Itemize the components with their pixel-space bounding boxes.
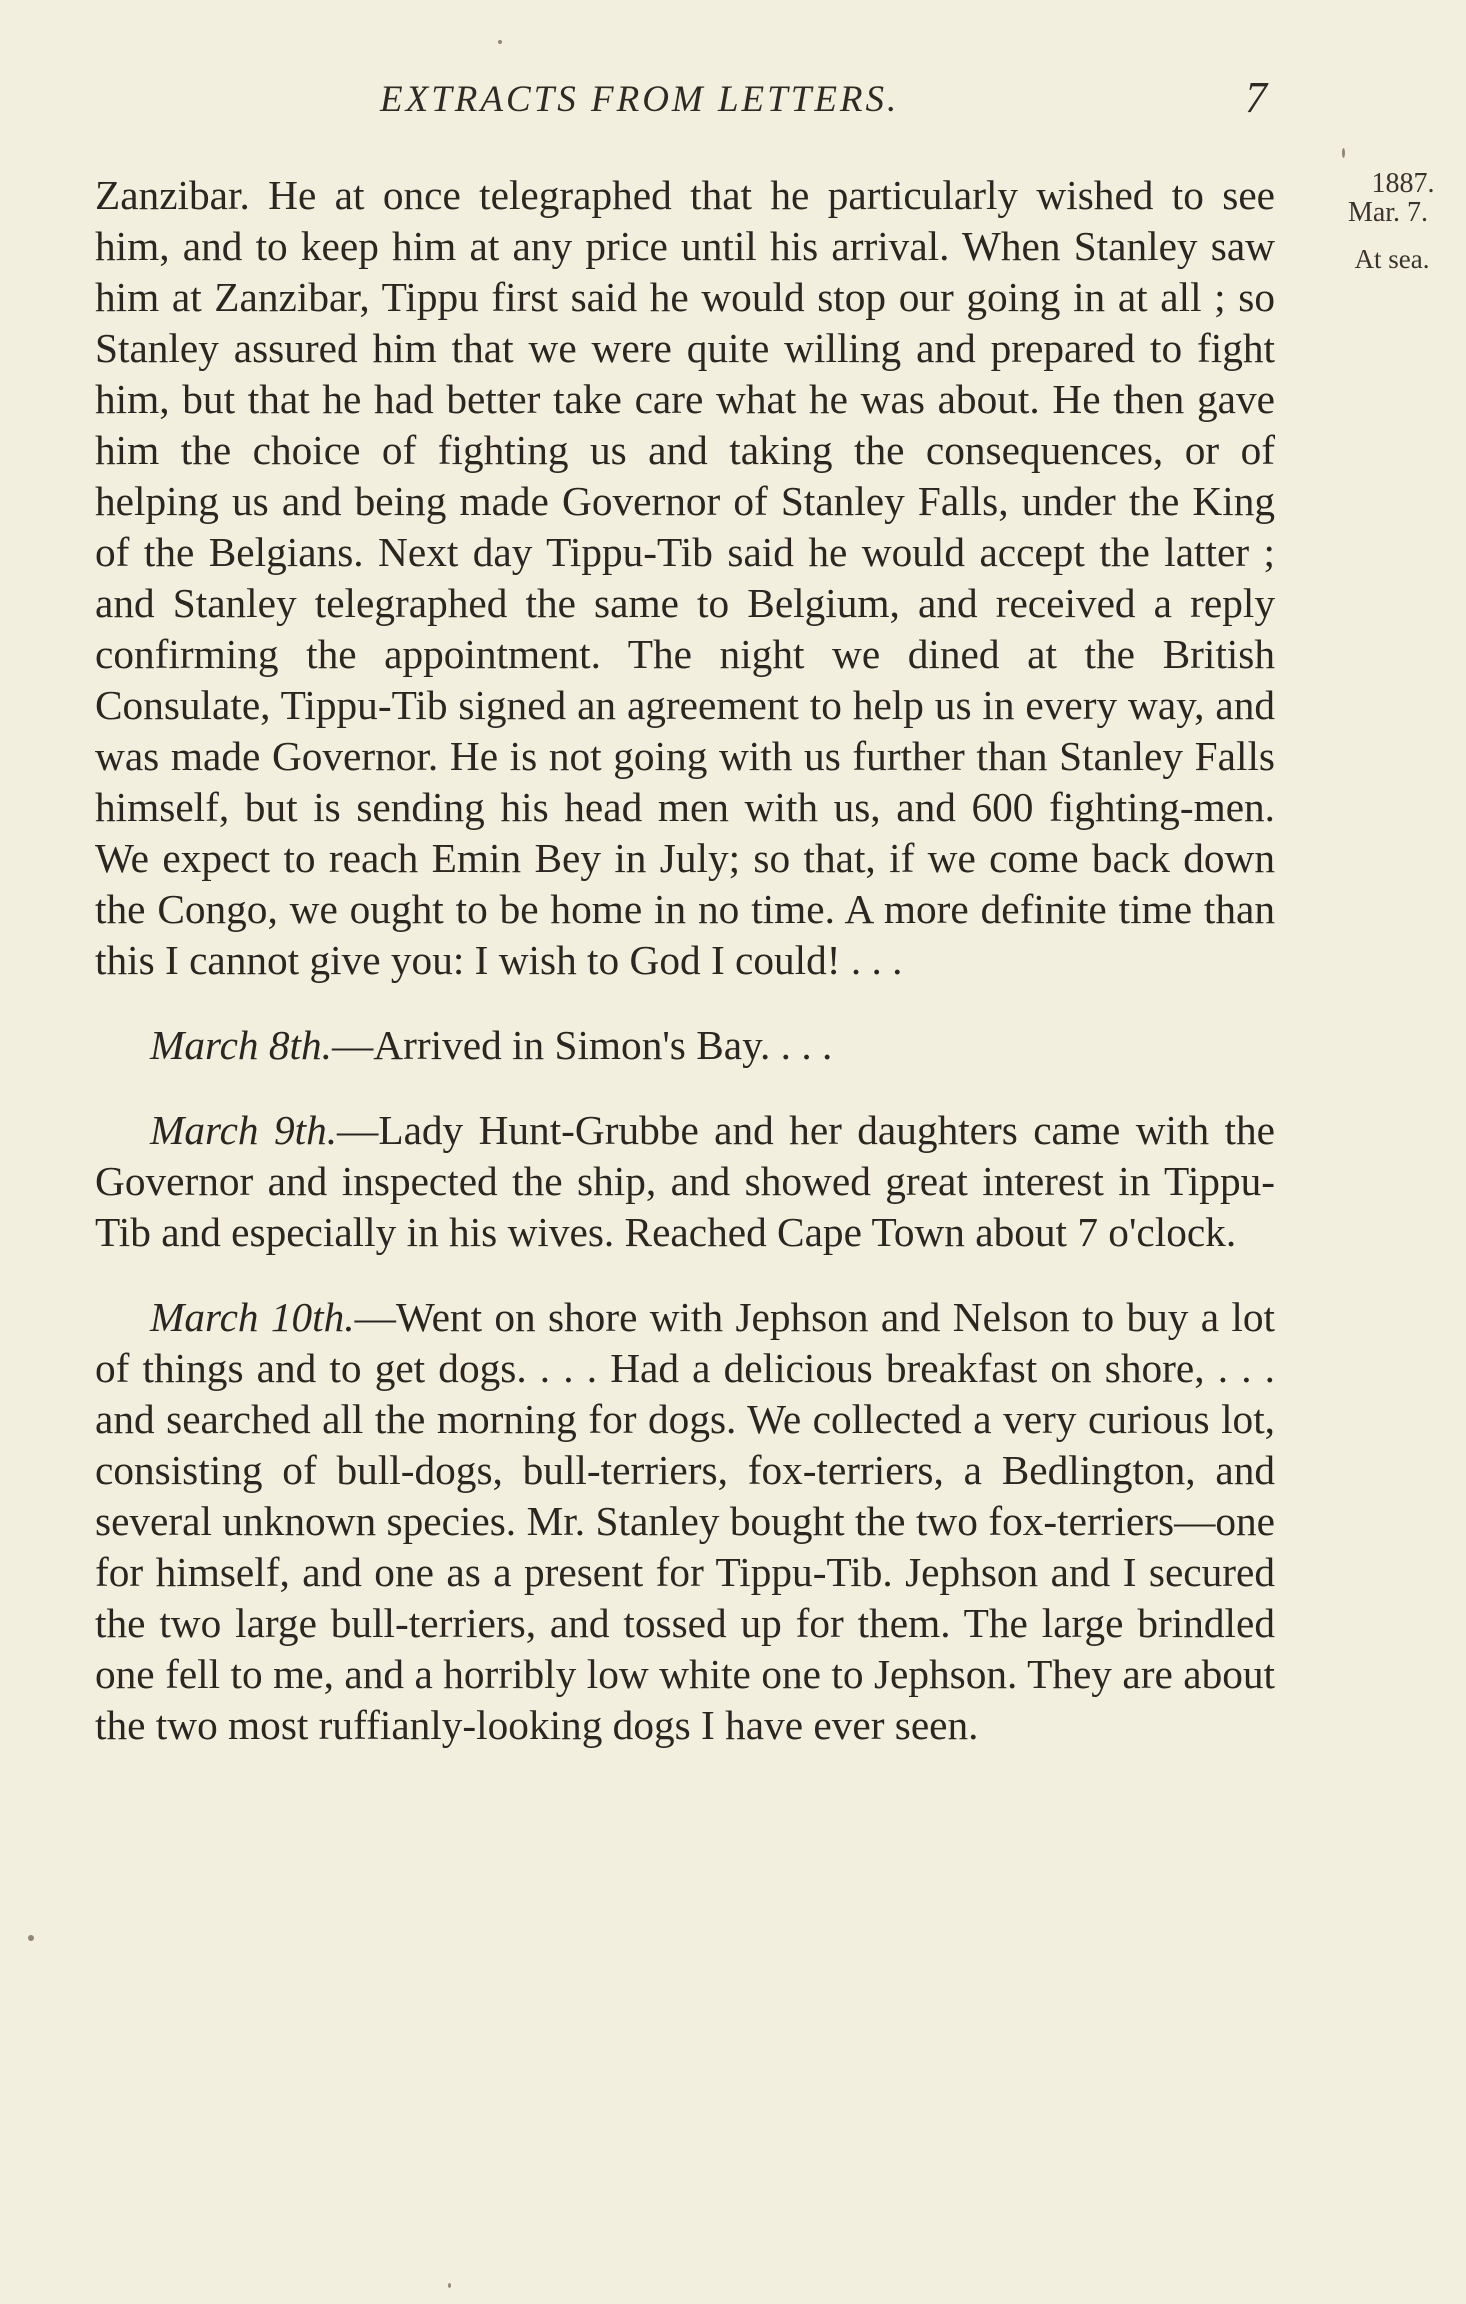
entry-march-9: [95, 1105, 1275, 1258]
body-text: [95, 170, 1275, 1751]
entry-text: —Arrived in Simon's Bay. . . .: [332, 1022, 833, 1068]
margin-note-date: Mar. 7.: [1347, 197, 1429, 228]
margin-note-place: At sea.: [1354, 244, 1430, 274]
running-title: EXTRACTS FROM LETTERS.: [380, 79, 900, 120]
entry-text: —Went on shore with Jephson and Nelson to buy a lot of things and to get dogs. . . . Had a delicious breakfast on shore, . . . and searched all the morning for dogs. We collected a very curious lot, consisting of bull-dogs, bull-terriers, fox-terriers, a Bedlington, and several unknown species. Mr. Stanley bought the two fox-terriers—one for himself, and one as a present for Tippu-Tib. Jephson and I secured the two large bull-terriers, and tossed up for them. The large brindled one fell to me, and a horribly low white one to Jephson. They are about the two most ruffianly-looking dogs I have ever seen.: [95, 1294, 1275, 1748]
entry-march-10: [95, 1292, 1275, 1751]
entry-date: March 9th.: [150, 1107, 338, 1153]
entry-text: —Lady Hunt-Grubbe and her daughters came with the Governor and inspected the ship, and showed great interest in Tippu-Tib and especially in his wives. Reached Cape Town about 7 o'clock.: [95, 1107, 1275, 1255]
entry-date: March 10th.: [150, 1294, 355, 1340]
page-number: 7: [1245, 73, 1267, 122]
paper-speck: [448, 2283, 451, 2288]
margin-note: [1318, 170, 1458, 274]
entry-date: March 8th.: [150, 1022, 332, 1068]
paragraph-zanzibar: Zanzibar. He at once telegraphed that he particularly wished to see him, and to keep him at any price until his arrival. When Stanley saw him at Zanzibar, Tippu first said he would stop our going in at all ; so Stanley assured him that we were quite willing and prepared to fight him, but that he had better take care what he was about. He then gave him the choice of fighting us and taking the consequences, or of helping us and being made Governor of Stanley Falls, under the King of the Belgians. Next day Tippu-Tib said he would accept the latter ; and Stanley telegraphed the same to Belgium, and received a reply confirming the appointment. The night we dined at the British Consulate, Tippu-Tib signed an agreement to help us in every way, and was made Governor. He is not going with us further than Stanley Falls himself, but is sending his head men with us, and 600 fighting-men. We expect to reach Emin Bey in July; so that, if we come back down the Congo, we ought to be home in no time. A more definite time than this I cannot give you: I wish to God I could! . . .: [95, 172, 1275, 983]
entry-march-8: [95, 1020, 1275, 1071]
paper-speck: [498, 40, 502, 44]
margin-note-year: 1887.: [1371, 168, 1435, 199]
paper-speck: [1342, 148, 1345, 158]
paper-speck: [28, 1935, 34, 1941]
